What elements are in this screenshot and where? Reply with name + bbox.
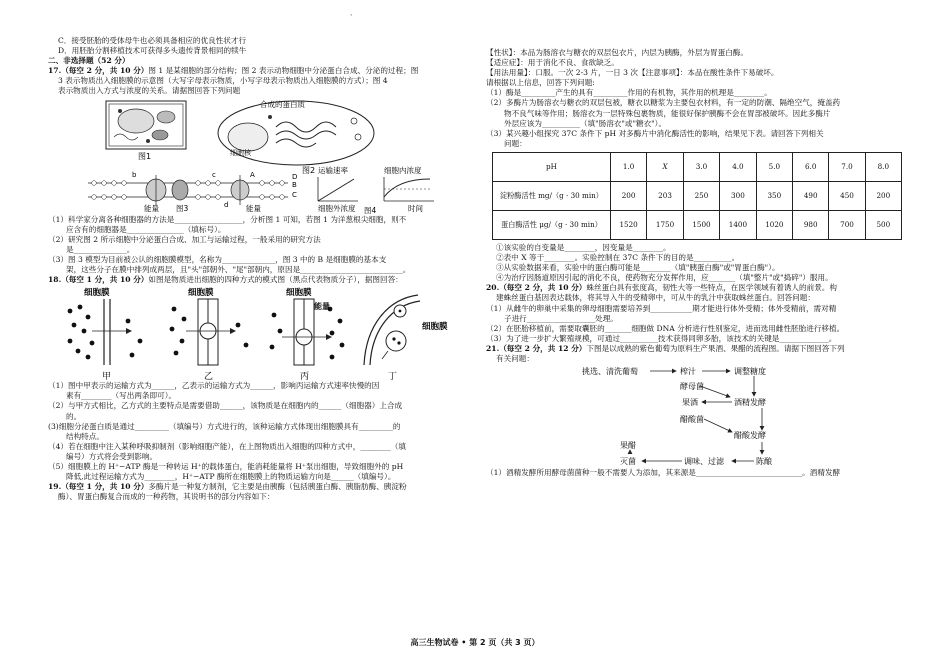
q18-membrane-label-yi: 细胞膜 xyxy=(188,288,214,299)
table-cell: 200 xyxy=(865,181,901,210)
table-cell: 200 xyxy=(610,181,646,210)
table-row xyxy=(493,152,902,181)
q19-3-item2: ②表中 X 等于________。实验控制在 37C 条件下的目的是__________。 xyxy=(496,253,740,263)
q17-stem-3: 表示物质出入方式与浓度的关系。请据图回答下列问题 xyxy=(58,86,241,96)
flow-node-season: 调味、过滤 xyxy=(684,457,724,467)
drug-indication: 【适应症】：用于消化不良、食欲缺乏。 xyxy=(486,58,619,68)
flow-text-group xyxy=(582,366,772,466)
flow-node-age: 陈酿 xyxy=(756,457,772,467)
q18-3-line1: (3)细胞分泌蛋白质是通过_________（填编号）方式进行的，该种运输方式体现出细胞膜具有_________的 xyxy=(48,421,401,431)
q19-stem-1: 多酶片是一种复方制剂，它主要是由胰酶（包括胰蛋白酶、胰脂肪酶、胰淀粉 xyxy=(148,482,407,492)
q17-figures xyxy=(48,97,468,215)
ph-enzyme-table xyxy=(492,152,902,240)
q18-1-line2: 素有________（写出两条即可）。 xyxy=(66,391,177,401)
q17-1-line1: （1）科学家分离各种细胞器的方法是__________________，分析图 1 可知，若图 1 为洋葱根尖细胞，则不 xyxy=(48,214,407,224)
table-cell: 203 xyxy=(647,181,683,210)
q18-figure-svg xyxy=(48,285,468,381)
fig1-cell-drawing xyxy=(106,101,186,149)
right-column xyxy=(486,48,902,478)
table-header-ph: pH xyxy=(493,152,611,181)
table-cell: 1020 xyxy=(756,210,792,239)
table-cell: X xyxy=(647,152,683,181)
table-cell: 1400 xyxy=(720,210,756,239)
left-column xyxy=(48,36,468,502)
fig4-xlabel-time: 时间 xyxy=(408,203,423,213)
fig3-letter-b: B xyxy=(292,180,297,189)
table-cell: 490 xyxy=(793,181,829,210)
q20-1-line2: 子进行__________________处理。 xyxy=(504,313,618,323)
flow-node-acetic-ferment: 醋酸发酵 xyxy=(734,431,766,441)
answer-instruction: 请根据以上信息，回答下列问题: xyxy=(486,78,595,88)
q19-1: （1）酶是_________产生的具有_________作用的有机物，其作用的机理是________。 xyxy=(486,88,772,98)
flow-node-sugar: 调整糖度 xyxy=(734,367,766,377)
flow-node-yeast: 酵母菌 xyxy=(680,382,704,392)
q18-2-line1: （2）与甲方式相比，乙方式的主要特点是需要借助______，该物质是在细胞内的______（细胞器）上合成 xyxy=(48,401,403,411)
q17-3-line1: （3）图 3 模型为目前被公认的细胞膜模型，名称为______________，图 3 中的 B 是细胞膜的基本支 xyxy=(48,254,387,264)
fig2-label-protein: 合成的蛋白质 xyxy=(260,99,305,109)
fig4-ylabel-rate: 运输速率 xyxy=(318,165,348,175)
q17-stem-1: 图 1 是某细胞的部分结构；图 2 表示动物细胞中分泌蛋白合成、分泌的过程；图 xyxy=(148,66,419,76)
fig3-energy-label-1: 能量 xyxy=(144,203,159,213)
q18-5-line2: 降低,此过程运输方式为________，H⁺−ATP 酶所在细胞膜上的物质运输方向是______（填编号）。 xyxy=(66,472,396,482)
table-row xyxy=(493,181,902,210)
q21-flowchart xyxy=(486,364,902,468)
q19-2-line3: 外层应该为__________（填"肠溶衣"或"糖衣"）。 xyxy=(504,118,667,128)
q18-membrane-label-bing: 细胞膜 xyxy=(286,288,312,299)
table-cell: 980 xyxy=(793,210,829,239)
q20-2: （2）在胚胎移植前，需要取囊胚的_______细胞做 DNA 分析进行性别鉴定，进而选用雌性胚胎进行移植。 xyxy=(486,323,845,333)
fig3-letter-c-small: c xyxy=(212,170,216,179)
q18-4-line1: （4）若在细胞中注入某种呼吸抑制剂（影响细胞产能），在上图物质出入细胞的四种方式中，________（填 xyxy=(48,441,406,451)
fig2-label-nucleus: 细胞核 xyxy=(230,148,251,157)
q19-2-line1: （2）多酶片为肠溶衣与糖衣的双层包被，糖衣以糖浆为主要包衣材料，有一定的防潮、隔绝空气，掩盖药 xyxy=(486,98,841,108)
table-cell: 6.0 xyxy=(793,152,829,181)
fig2-caption: 图2 xyxy=(302,165,316,175)
table-cell: 7.0 xyxy=(829,152,865,181)
fig4-graph-conc xyxy=(384,177,434,201)
q21-head: 21.（每空 2 分，共 12 分） xyxy=(486,343,587,353)
q17-2-line1: （2）研究图 2 所示细胞中分泌蛋白合成、加工与运输过程，一般采用的研究方法 xyxy=(48,234,321,244)
q18-stem: 如图是物质进出细胞的四种方式的模式图（黑点代表物质分子），据图回答： xyxy=(148,275,403,285)
q18-head: 18.（每空 1 分，共 10 分） xyxy=(48,275,149,285)
q17-3-line2: 架，这些分子在膜中排列成两层，且"头"部朝外、"尾"部朝内，原因是___________________________。 xyxy=(66,265,411,275)
q17-2-line2: 是______________。 xyxy=(66,244,135,254)
fig3-letter-a: A xyxy=(250,170,255,179)
drug-usage: 【用法用量】：口服。一次 2-3 片，一日 3 次【注意事项】：本品在酸性条件下易破坏。 xyxy=(486,68,779,78)
q18-2-line2: 的。 xyxy=(66,411,82,421)
q18-diagram-bing xyxy=(270,299,345,365)
q20-stem-2: 建蛛丝蛋白基因表达载体，将其导入牛的受精卵中，可从牛的乳汁中获取蛛丝蛋白。回答问题： xyxy=(496,293,815,303)
q21-stem-2: 有关问题： xyxy=(496,353,534,363)
q19-2-line2: 物不良气味等作用；肠溶衣为一层特殊包裹物质，能很好保护胰酶不会在胃部被破坏。因此多酶片 xyxy=(504,108,831,118)
flow-node-vinegar: 果醋 xyxy=(620,441,636,451)
q18-diagram-yi xyxy=(170,299,249,365)
fig4-caption: 图4 xyxy=(364,205,377,215)
table-header-amylase: 淀粉酶活性 mg/（g · 30 min） xyxy=(493,181,611,210)
q18-figure xyxy=(48,285,468,381)
q18-membrane-label-ding: 细胞膜 xyxy=(422,322,448,333)
table-cell: 300 xyxy=(720,181,756,210)
table-cell: 8.0 xyxy=(865,152,901,181)
table-cell: 1520 xyxy=(610,210,646,239)
q21-stem-1: 下图是以成熟的紫色葡萄为原料生产果酒、果醋的流程图。请据下图回答下列 xyxy=(586,343,845,353)
q21-1: （1）酒精发酵所用酵母菌菌种一般不需要人为添加，其来源是____________________________。酒精发酵 xyxy=(486,468,841,478)
q18-3-line2: 结构特点。 xyxy=(66,431,104,441)
option-c: C．接受胚胎的受体母牛也必须具备相应的优良性状才行 xyxy=(58,36,247,45)
top-mark: 、 xyxy=(350,10,357,17)
drug-property: 【性状】：本品为肠溶衣与糖衣的双层包衣片，内层为胰酶，外层为胃蛋白酶。 xyxy=(486,48,748,57)
flow-node-acetobacter: 醋酸菌 xyxy=(680,415,704,425)
flow-node-wash: 挑选、清洗葡萄 xyxy=(582,367,638,377)
q21-flowchart-svg xyxy=(486,364,902,468)
q18-1-line1: （1）图中甲表示的运输方式为______，乙表示的运输方式为______，影响丙运输方式速率快慢的因 xyxy=(48,381,380,391)
q20-3: （3）为了进一步扩大繁殖规模，可通过__________技术获得同卵多胎，该技术的关键是_____________。 xyxy=(486,333,837,343)
table-cell: 1750 xyxy=(647,210,683,239)
q17-1-line2: 应含有的细胞器是_______________（填标号）。 xyxy=(66,224,226,234)
q19-3-item3: ③从实验数据来看，实验中的蛋白酶可能是________（填"胰蛋白酶"或"胃蛋白酶"）。 xyxy=(496,263,780,273)
fig3-letter-b-small: b xyxy=(132,170,137,179)
fig3-letter-d-small: d xyxy=(224,200,229,209)
q19-3-line2: 问题： xyxy=(504,138,527,148)
table-row xyxy=(493,210,902,239)
q19-stem-2: 酶）、胃蛋白酶复合而成的一种药物，其说明书的部分内容如下： xyxy=(58,492,275,502)
q19-3-item4: ④为治疗因肠道原因引起的消化不良，使药物充分发挥作用，应_______（填"整片"或"捣碎"）服用。 xyxy=(496,273,833,283)
q18-label-bing: 丙 xyxy=(300,372,310,382)
section-title: 二、非选择题（52 分） xyxy=(48,56,130,66)
q18-energy-label: 能量 xyxy=(314,302,330,312)
table-cell: 1500 xyxy=(683,210,719,239)
table-cell: 250 xyxy=(683,181,719,210)
table-cell: 1.0 xyxy=(610,152,646,181)
option-d: D．用胚胎分割移植技术可获得多头遗传背景相同的犊牛 xyxy=(58,46,247,56)
q18-label-yi: 乙 xyxy=(204,372,214,382)
q18-4-line2: 编号）方式将会受到影响。 xyxy=(66,451,158,461)
q17-head: 17.（每空 2 分，共 10 分） xyxy=(48,66,149,76)
fig3-caption: 图3 xyxy=(176,203,189,213)
fig3-letter-d: D xyxy=(292,172,298,181)
fig4-graph-rate xyxy=(318,177,358,201)
table-cell: 450 xyxy=(829,181,865,210)
q20-head: 20.（每空 2 分，共 10 分） xyxy=(486,283,587,293)
fig4-xlabel-outside: 细胞外浓度 xyxy=(318,203,356,213)
table-cell: 4.0 xyxy=(720,152,756,181)
q18-diagram-jia xyxy=(68,299,143,365)
fig3-energy-label-2: 能量 xyxy=(246,203,261,213)
flow-node-juice: 榨汁 xyxy=(680,367,696,377)
table-header-protease: 蛋白酶活性 μg/（g · 30 min） xyxy=(493,210,611,239)
q19-3-item1: ①该实验的自变量是________，因变量是________。 xyxy=(496,242,671,252)
fig1-caption: 图1 xyxy=(138,151,152,161)
table-cell: 350 xyxy=(756,181,792,210)
table-cell: 500 xyxy=(865,210,901,239)
q17-stem-2: 3 表示物质出入细胞膜的示意图（大写字母表示物质，小写字母表示物质出入细胞膜的方式）；图 4 xyxy=(58,76,388,86)
flow-node-sterilize: 灭菌 xyxy=(620,457,636,467)
q18-diagram-ding xyxy=(364,295,420,365)
table-cell: 3.0 xyxy=(683,152,719,181)
fig3-membrane-drawing xyxy=(88,175,288,205)
flow-node-wine: 果酒 xyxy=(682,398,698,408)
fig4-ylabel-inside: 细胞内浓度 xyxy=(384,165,422,175)
q20-1-line1: （1）从雌牛的卵巢中采集的卵母细胞需要培养到___________期才能进行体外受精；体外受精前，需对精 xyxy=(486,303,837,313)
page-footer: 高三生物试卷 • 第 2 页（共 3 页） xyxy=(410,638,540,647)
table-cell: 5.0 xyxy=(756,152,792,181)
q20-stem-1: 蛛丝蛋白具有张度高，韧性大等一些特点，在医学领域有着诱人的前景。构 xyxy=(586,283,837,293)
table-cell: 700 xyxy=(829,210,865,239)
q19-3-line1: （3）某兴趣小组探究 37C 条件下 pH 对多酶片中消化酶活性的影响，结果见下表。请回答下列相关 xyxy=(486,128,824,138)
q19-head: 19.（每空 1 分，共 10 分） xyxy=(48,482,149,492)
fig3-letter-c: C xyxy=(292,190,297,199)
q18-label-ding: 丁 xyxy=(388,372,398,382)
q18-membrane-label-jia: 细胞膜 xyxy=(84,288,110,299)
flow-node-alcohol-ferment: 酒精发酵 xyxy=(734,398,766,408)
q18-label-jia: 甲 xyxy=(102,372,112,382)
q17-figure-svg xyxy=(48,97,468,215)
q18-5-line1: （5）细胞膜上的 H⁺−ATP 酶是一种转运 H⁺的载体蛋白，能消耗能量将 H⁺泵出细胞，导致细胞外的 pH xyxy=(48,461,404,471)
